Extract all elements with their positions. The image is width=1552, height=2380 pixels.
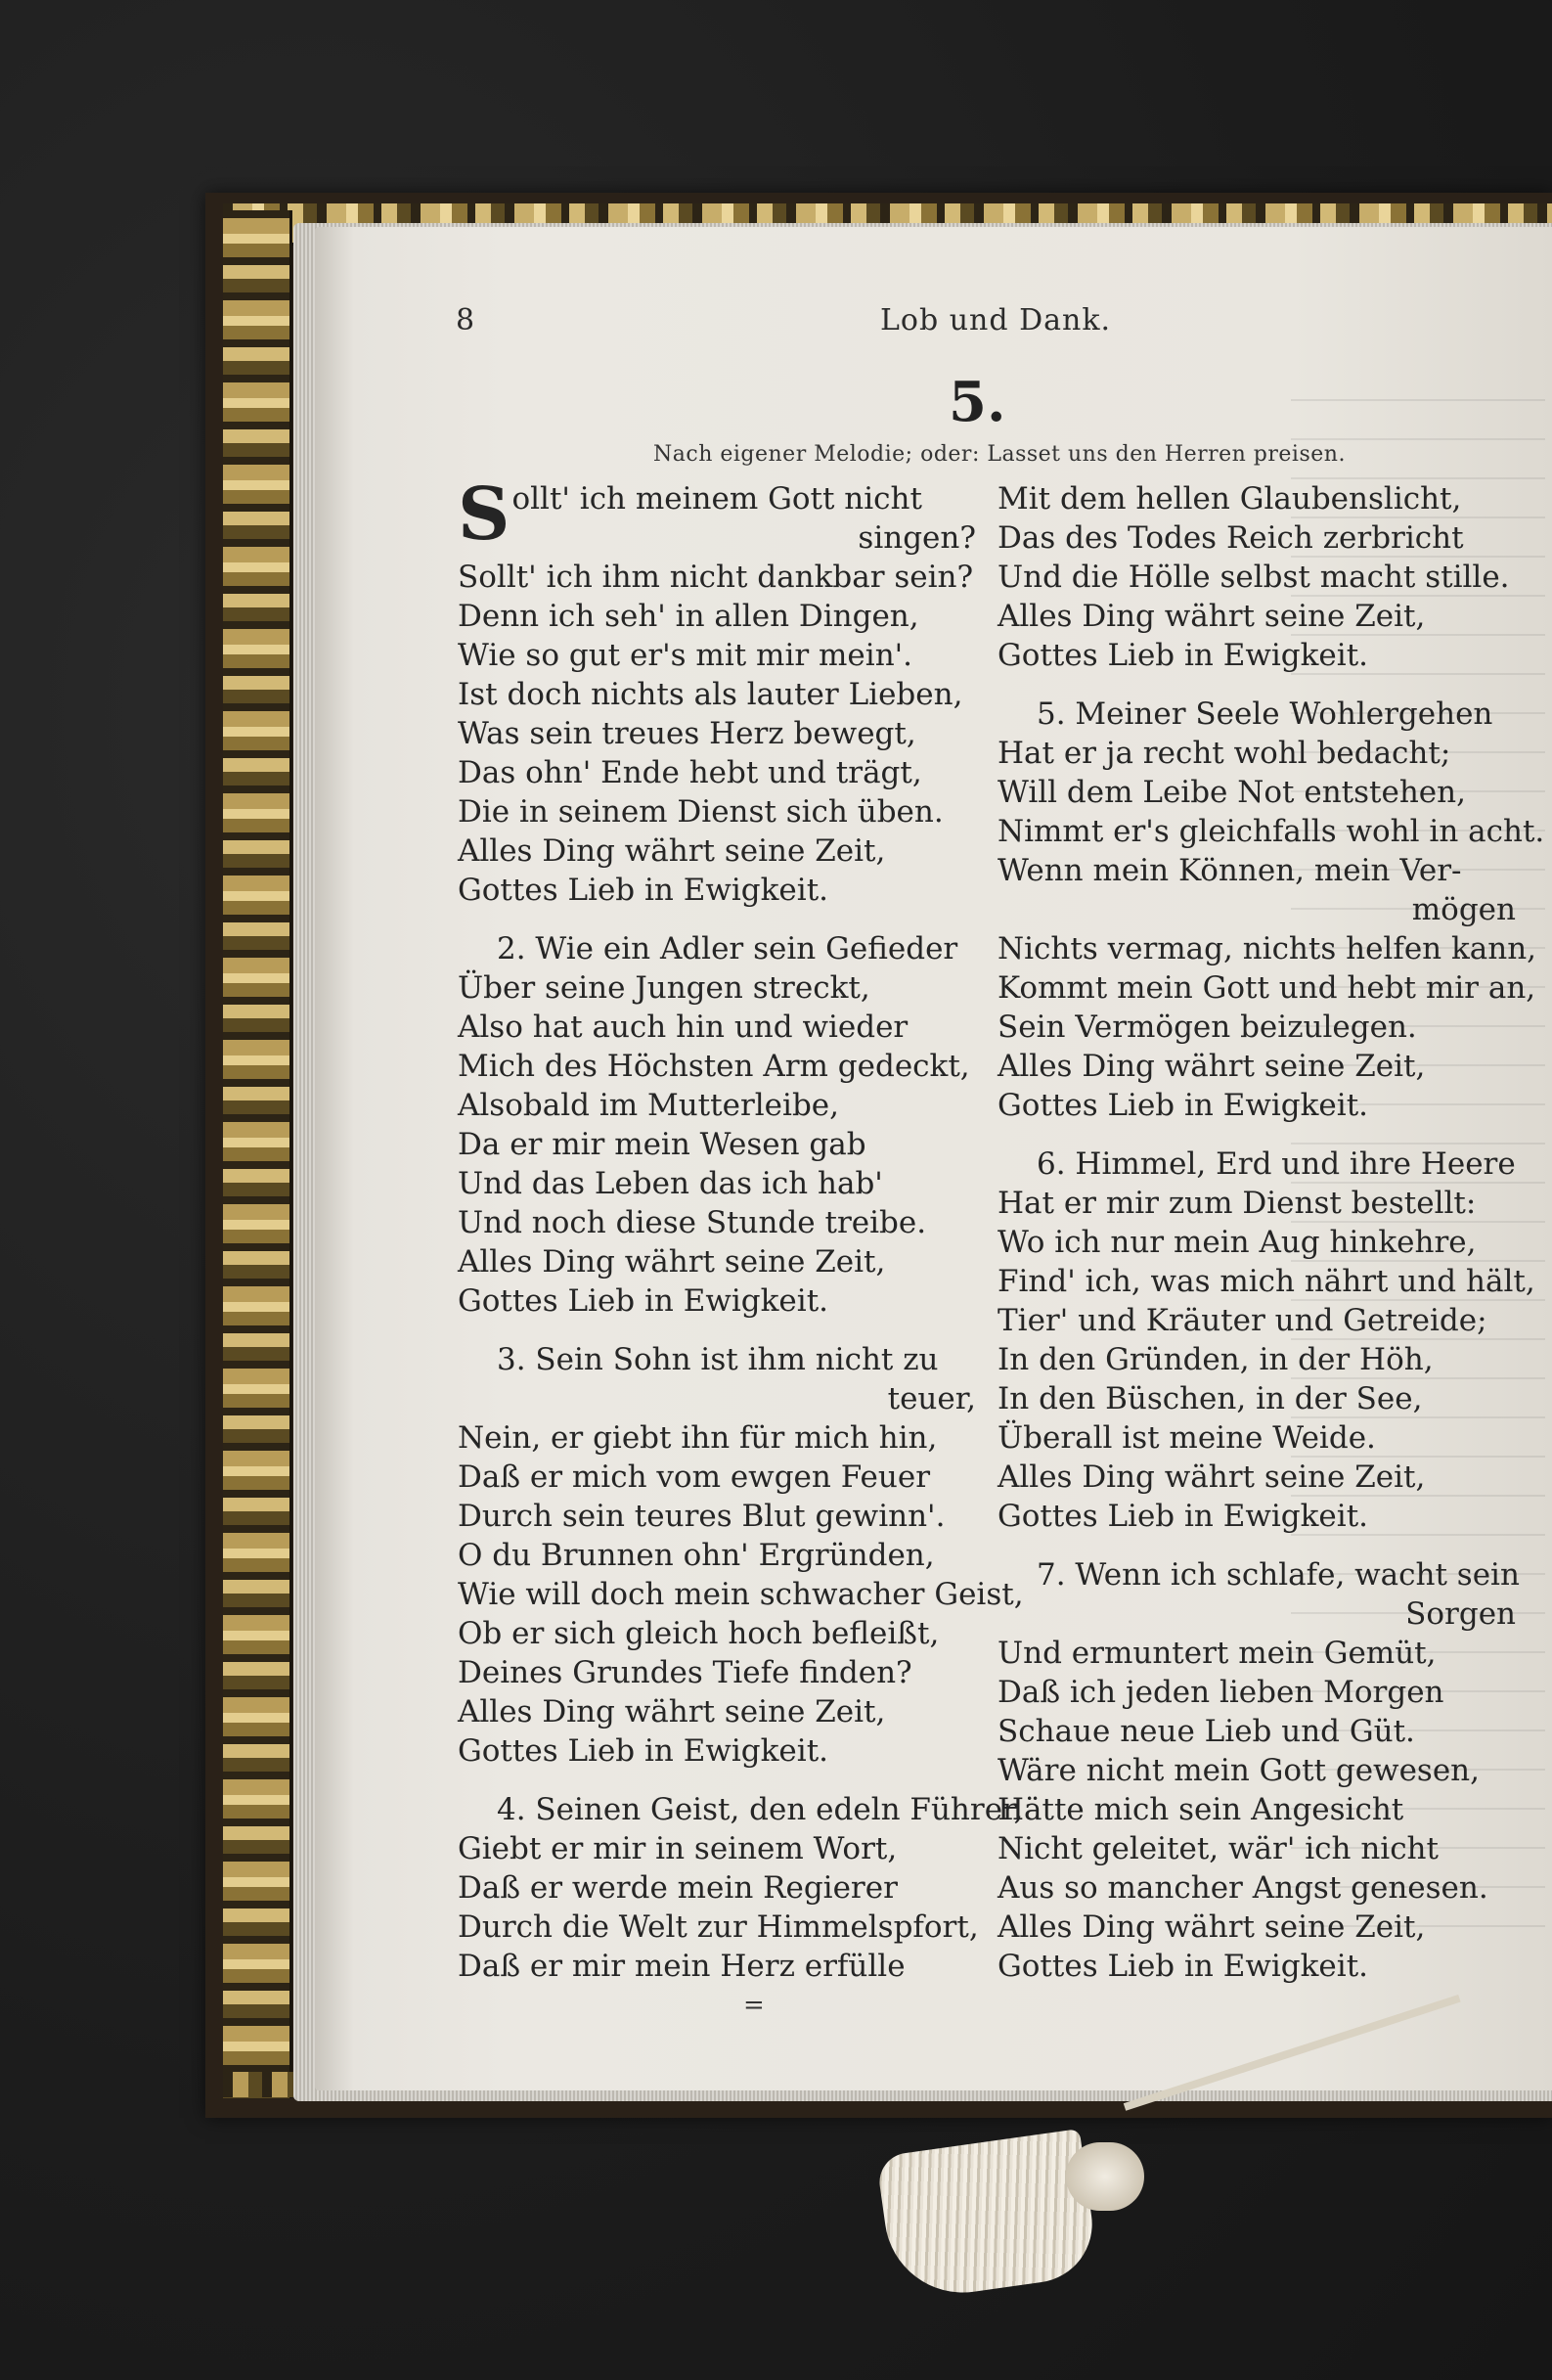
- verse-text: Alles Ding währt seine Zeit,: [998, 599, 1426, 634]
- verse-text: Schaue neue Lieb und Güt.: [998, 1714, 1415, 1749]
- verse-text: Gottes Lieb in Ewigkeit.: [998, 638, 1369, 673]
- stanza-gap: [998, 675, 1526, 695]
- verse-text: Was sein treues Herz bewegt,: [458, 716, 916, 751]
- verse-line: [998, 1712, 1526, 1751]
- verse-line: [458, 831, 986, 871]
- verse-text: 3. Sein Sohn ist ihm nicht zu: [497, 1342, 939, 1377]
- verse-text: Da er mir mein Wesen gab: [458, 1127, 866, 1162]
- verse-line: [458, 1340, 986, 1379]
- verse-text: Das des Todes Reich zerbricht: [998, 520, 1464, 556]
- melody-note: Nach eigener Melodie; oder: Lasset uns den Herren preisen.: [653, 442, 1346, 467]
- verse-text: Daß er werde mein Regierer: [458, 1870, 898, 1906]
- verse-line: [458, 1203, 986, 1242]
- hymn-number: 5.: [949, 370, 1006, 434]
- verse-line: [998, 1868, 1526, 1908]
- verse-text: Sorgen: [1405, 1596, 1516, 1632]
- verse-line: [458, 871, 986, 910]
- verse-text: Nicht geleitet, wär' ich nicht: [998, 1831, 1439, 1866]
- verse-line: [998, 968, 1536, 1008]
- verse-text: singen?: [858, 520, 976, 556]
- verse-text: Durch sein teures Blut gewinn'.: [458, 1499, 946, 1534]
- verse-text: Gottes Lieb in Ewigkeit.: [998, 1949, 1369, 1984]
- verse-line: [998, 636, 1526, 675]
- verse-text: Das ohn' Ende hebt und trägt,: [458, 755, 922, 790]
- verse-text: Hätte mich sein Angesicht: [998, 1792, 1404, 1827]
- verse-line: [998, 479, 1526, 518]
- verse-text: Gottes Lieb in Ewigkeit.: [458, 1283, 829, 1319]
- verse-text: Und ermuntert mein Gemüt,: [998, 1636, 1437, 1671]
- verse-text: Alles Ding währt seine Zeit,: [458, 1244, 886, 1280]
- verse-line: [998, 1634, 1526, 1673]
- verse-text: Deines Grundes Tiefe finden?: [458, 1655, 912, 1690]
- verse-text: Und die Hölle selbst macht stille.: [998, 560, 1510, 595]
- verse-text: Wie so gut er's mit mir mein'.: [458, 638, 913, 673]
- verse-line: [998, 1301, 1526, 1340]
- verse-line: [998, 734, 1526, 773]
- running-title: Lob und Dank.: [880, 303, 1112, 337]
- verse-text: Nimmt er's gleichfalls wohl in acht.: [998, 814, 1545, 849]
- verse-text: mögen: [1411, 892, 1516, 927]
- verse-text: Die in seinem Dienst sich üben.: [458, 794, 944, 830]
- verse-text: Daß er mir mein Herz erfülle: [458, 1949, 906, 1984]
- verse-line: [998, 773, 1526, 812]
- verse-line: [458, 1242, 986, 1281]
- verse-line: [458, 1458, 986, 1497]
- verse-line: [998, 695, 1526, 734]
- verse-line: [458, 558, 986, 597]
- verse-line: [998, 1184, 1526, 1223]
- verse-line: [998, 518, 1526, 558]
- verse-line: [998, 1340, 1526, 1379]
- verse-line: [998, 1008, 1526, 1047]
- verse-line: [998, 1751, 1526, 1790]
- verse-text: Wie will doch mein schwacher Geist,: [458, 1577, 1024, 1612]
- verse-line: [458, 714, 986, 753]
- verse-line: [458, 1868, 986, 1908]
- verse-line: [458, 1281, 986, 1321]
- verse-text: 2. Wie ein Adler sein Gefieder: [497, 931, 958, 966]
- verse-line: [998, 1262, 1535, 1301]
- verse-text: Hat er mir zum Dienst bestellt:: [998, 1186, 1477, 1221]
- verse-text: Und das Leben das ich hab': [458, 1166, 883, 1201]
- stanza-gap: [998, 1125, 1526, 1145]
- verse-text: Daß ich jeden lieben Morgen: [998, 1675, 1444, 1710]
- verse-line: [458, 1086, 986, 1125]
- verse-line: [998, 1379, 1526, 1418]
- ornamental-border-left: [223, 210, 292, 2098]
- verse-text: Über seine Jungen streckt,: [458, 970, 870, 1006]
- verse-text: Daß er mich vom ewgen Feuer: [458, 1459, 931, 1495]
- verse-text: O du Brunnen ohn' Ergründen,: [458, 1538, 935, 1573]
- verse-text: Hat er ja recht wohl bedacht;: [998, 736, 1451, 771]
- verse-line: [458, 1379, 986, 1418]
- verse-line: [998, 558, 1526, 597]
- verse-text: Mit dem hellen Glaubenslicht,: [998, 481, 1462, 516]
- verse-line: [458, 1536, 986, 1575]
- verse-line: [458, 597, 986, 636]
- verse-text: Gottes Lieb in Ewigkeit.: [458, 873, 829, 908]
- verse-text: Wo ich nur mein Aug hinkehre,: [998, 1225, 1477, 1260]
- verse-line: [458, 1047, 986, 1086]
- verse-line: [458, 929, 986, 968]
- verse-text: teuer,: [887, 1381, 976, 1416]
- verse-line: [458, 1947, 986, 1986]
- verse-text: Überall ist meine Weide.: [998, 1420, 1376, 1456]
- verse-text: Alles Ding währt seine Zeit,: [998, 1459, 1426, 1495]
- verse-text: Gottes Lieb in Ewigkeit.: [998, 1088, 1369, 1123]
- verse-line: [458, 1575, 1024, 1614]
- verse-line: [458, 1829, 986, 1868]
- verse-text: Also hat auch hin und wieder: [458, 1010, 909, 1045]
- verse-line: [458, 1790, 1024, 1829]
- verse-line: [458, 636, 986, 675]
- verse-line: [998, 1458, 1526, 1497]
- verse-text: Wäre nicht mein Gott gewesen,: [998, 1753, 1481, 1788]
- verse-line: [458, 1908, 986, 1947]
- verse-text: 6. Himmel, Erd und ihre Heere: [1037, 1146, 1516, 1182]
- stanza-gap: [458, 1321, 986, 1340]
- verse-text: Wenn mein Können, mein Ver-: [998, 853, 1462, 888]
- verse-text: Alles Ding währt seine Zeit,: [998, 1909, 1426, 1945]
- verse-text: ollt' ich meinem Gott nicht: [511, 481, 922, 516]
- verse-line: [458, 792, 986, 831]
- verse-line: [458, 1418, 986, 1458]
- verse-text: Will dem Leibe Not entstehen,: [998, 775, 1466, 810]
- verse-line: [458, 1692, 986, 1731]
- verse-line: [458, 1008, 986, 1047]
- verse-line: [458, 1164, 986, 1203]
- page-number: 8: [456, 303, 475, 337]
- verse-line: [458, 753, 986, 792]
- verse-line: [998, 1673, 1526, 1712]
- verse-line: [998, 1947, 1526, 1986]
- verse-text: Durch die Welt zur Himmelspfort,: [458, 1909, 979, 1945]
- verse-line: [458, 675, 986, 714]
- verse-line: [998, 1790, 1526, 1829]
- verse-text: Und noch diese Stunde treibe.: [458, 1205, 927, 1240]
- verse-text: Sein Vermögen beizulegen.: [998, 1010, 1417, 1045]
- verse-line: [998, 929, 1537, 968]
- verse-text: Ob er sich gleich hoch befleißt,: [458, 1616, 940, 1651]
- stanza-gap: [998, 1536, 1526, 1555]
- verse-line: [998, 1418, 1526, 1458]
- stanza-gap: [458, 1771, 986, 1790]
- verse-line: [458, 968, 986, 1008]
- verse-text: Alles Ding währt seine Zeit,: [458, 1694, 886, 1729]
- verse-line: [998, 851, 1526, 890]
- verse-text: Gottes Lieb in Ewigkeit.: [998, 1499, 1369, 1534]
- left-column: [458, 472, 1024, 1986]
- catchword: =: [743, 1991, 765, 2020]
- verse-text: Gottes Lieb in Ewigkeit.: [458, 1733, 829, 1769]
- verse-text: In den Büschen, in der See,: [998, 1381, 1423, 1416]
- verse-text: Alles Ding währt seine Zeit,: [998, 1049, 1426, 1084]
- verse-line: [998, 1829, 1526, 1868]
- verse-text: Find' ich, was mich nährt und hält,: [998, 1264, 1535, 1299]
- verse-line: [998, 597, 1526, 636]
- verse-text: Sollt' ich ihm nicht dankbar sein?: [458, 560, 974, 595]
- verse-line: [998, 1086, 1526, 1125]
- verse-text: Ist doch nichts als lauter Lieben,: [458, 677, 963, 712]
- verse-text: Giebt er mir in seinem Wort,: [458, 1831, 898, 1866]
- verse-line: [458, 1653, 986, 1692]
- verse-text: Nein, er giebt ihn für mich hin,: [458, 1420, 938, 1456]
- verse-line: [998, 812, 1545, 851]
- verse-text: Alles Ding währt seine Zeit,: [458, 833, 886, 869]
- verse-text: In den Gründen, in der Höh,: [998, 1342, 1434, 1377]
- verse-line: [998, 1223, 1526, 1262]
- verse-text: 5. Meiner Seele Wohlergehen: [1037, 696, 1493, 732]
- verse-line: [998, 890, 1526, 929]
- stanza-gap: [458, 910, 986, 929]
- verse-text: 7. Wenn ich schlafe, wacht sein: [1037, 1557, 1520, 1593]
- verse-line: [998, 1145, 1526, 1184]
- verse-text: Tier' und Kräuter und Getreide;: [998, 1303, 1487, 1338]
- verse-line: [458, 1497, 986, 1536]
- verse-text: Kommt mein Gott und hebt mir an,: [998, 970, 1536, 1006]
- tassel-knot: [1066, 2142, 1144, 2211]
- verse-text: Nichts vermag, nichts helfen kann,: [998, 931, 1537, 966]
- verse-text: Alsobald im Mutterleibe,: [458, 1088, 839, 1123]
- verse-line: [998, 1908, 1526, 1947]
- verse-text: Aus so mancher Angst genesen.: [998, 1870, 1488, 1906]
- verse-line: [458, 1731, 986, 1771]
- verse-line: [998, 1047, 1526, 1086]
- verse-line: [458, 1614, 986, 1653]
- verse-line: [998, 1555, 1526, 1594]
- verse-text: 4. Seinen Geist, den edeln Führer,: [497, 1792, 1024, 1827]
- verse-line: [458, 1125, 986, 1164]
- right-column: [998, 479, 1545, 1986]
- verse-text: Denn ich seh' in allen Dingen,: [458, 599, 919, 634]
- verse-line: [998, 1497, 1526, 1536]
- verse-line: [458, 518, 986, 558]
- drop-cap: S: [458, 472, 510, 557]
- verse-text: Mich des Höchsten Arm gedeckt,: [458, 1049, 970, 1084]
- verse-line: [998, 1594, 1526, 1634]
